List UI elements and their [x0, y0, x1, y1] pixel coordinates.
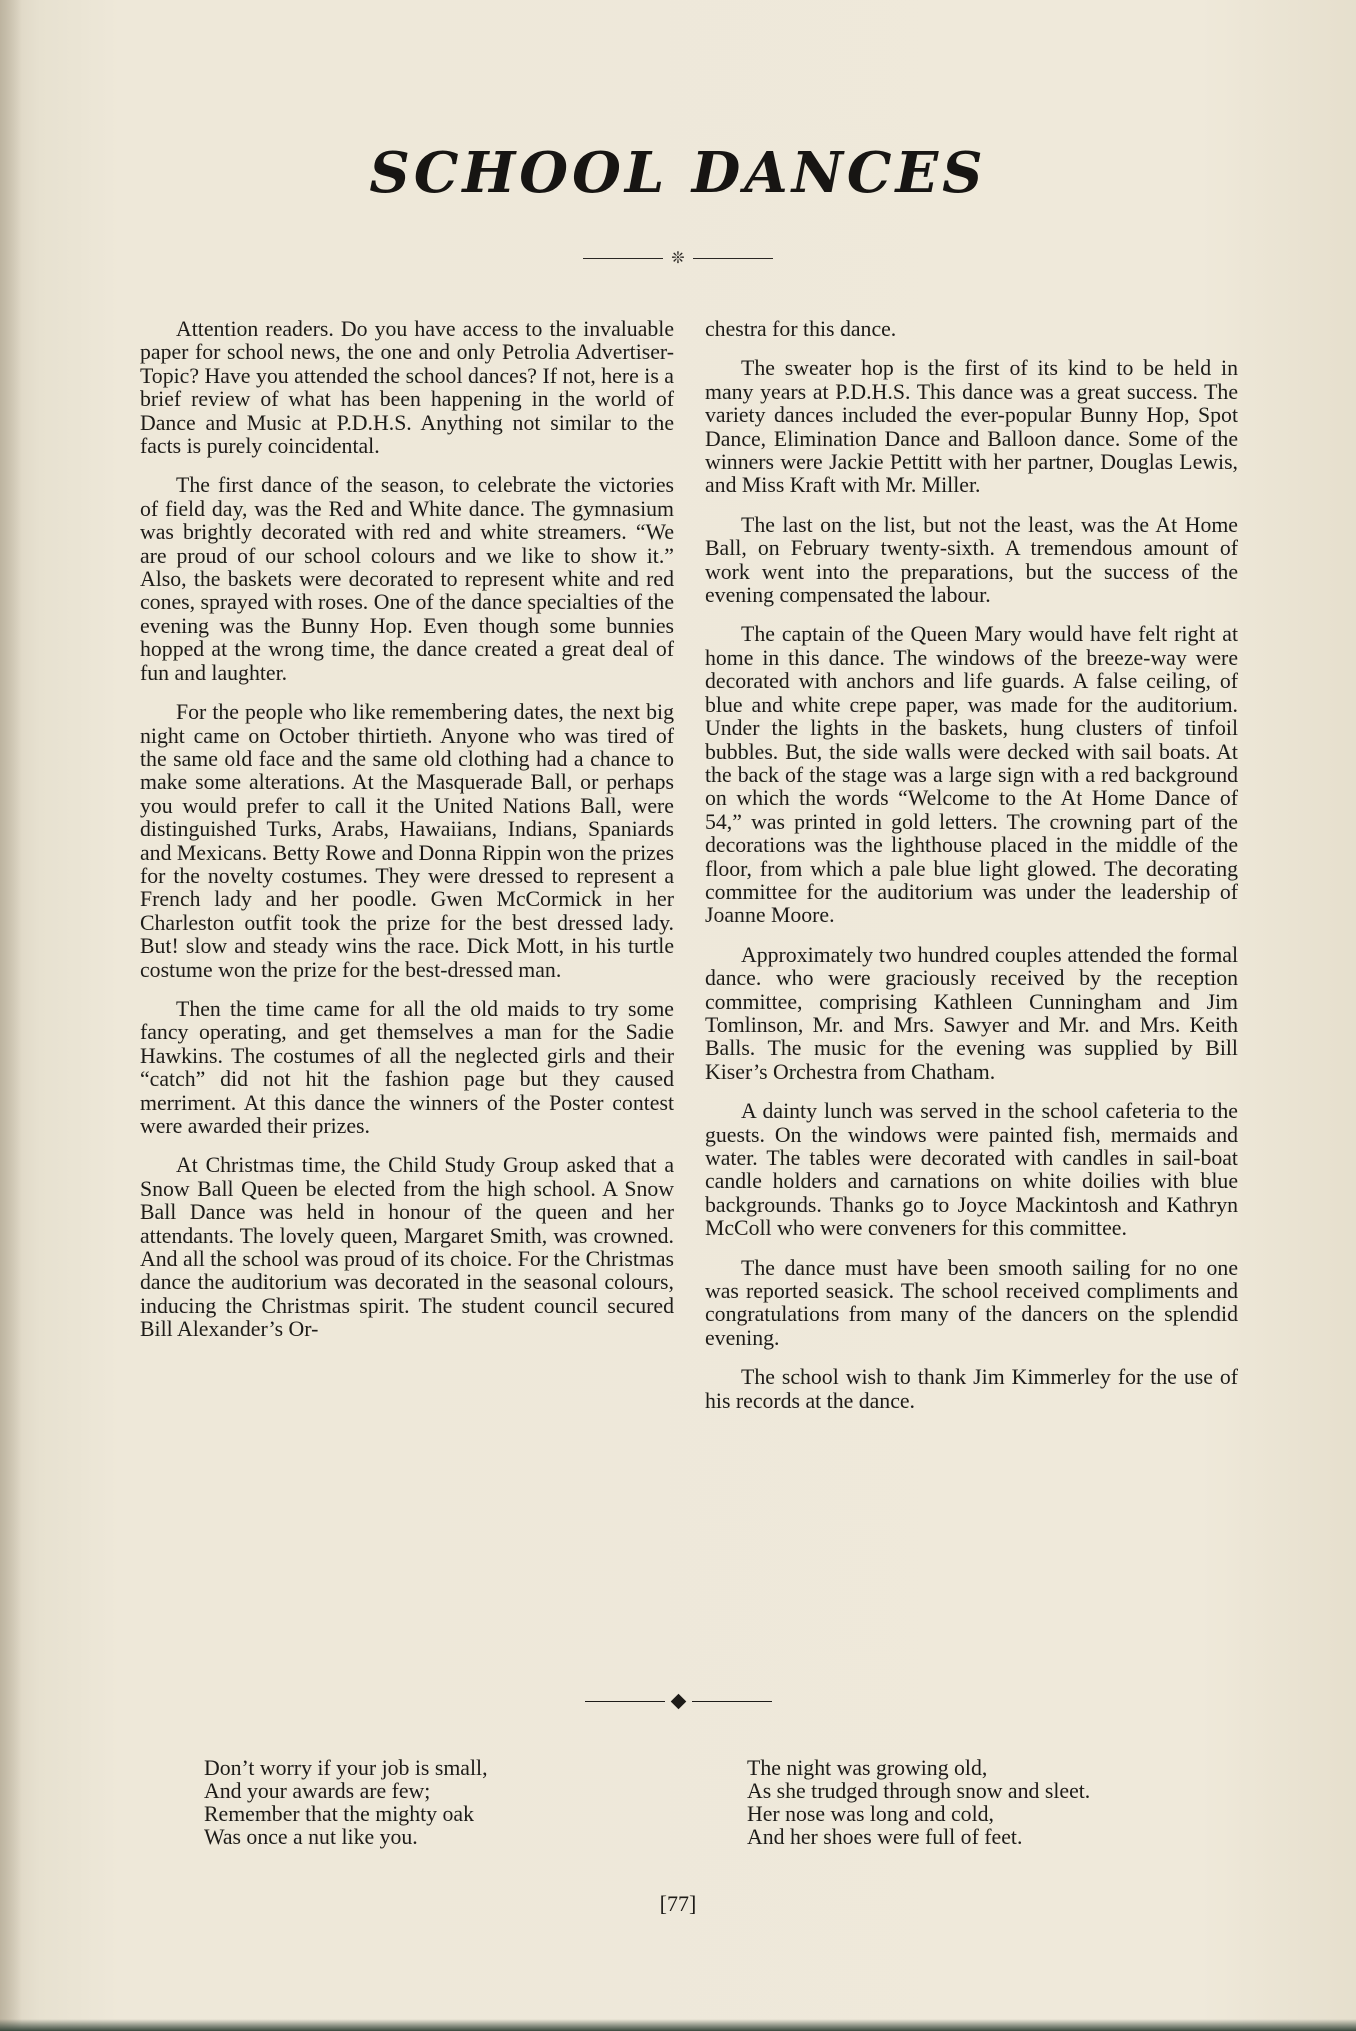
paragraph: At Christmas time, the Child Study Group asked that a Snow Ball Queen be elected from the high school. A Snow Ball Dance was held in honour of the queen and her attendants. The lovely queen, Margaret Smith, was crowned. And all the school was proud of its choice. For the Christmas dance the auditorium was decorated in the seasonal colours, inducing the Christmas spirit. The student council secured Bill Alexander’s Or- [140, 1153, 674, 1342]
poem-line: The night was growing old, [747, 1756, 988, 1780]
paragraph: The last on the list, but not the least, was the At Home Ball, on February twenty-sixth. A tremendous amount of work went into the preparations, but the success of the evening compensated the labour. [705, 512, 1238, 608]
section-divider [0, 1696, 1356, 1707]
diamond-icon [670, 1694, 686, 1710]
poem-left [204, 1757, 644, 1849]
paragraph-continuation: chestra for this dance. [705, 317, 897, 341]
ornament-rule-left [583, 258, 663, 259]
right-column [705, 318, 1238, 1429]
paragraph: The school wish to thank Jim Kimmerley for the use of his records at the dance. [705, 1365, 1238, 1413]
title-ornament [0, 246, 1356, 270]
left-column [140, 318, 674, 1358]
poem-line: As she trudged through snow and sleet. [747, 1779, 1091, 1803]
paragraph: For the people who like remembering dates, the next big night came on October thirtieth. Anyone who was tired of the same old face and the same old clothing had a chance to make some alterations. At the Masquerade Ball, or perhaps you would prefer to call it the United Nations Ball, were distinguished Turks, Arabs, Hawaiians, Indians, Spaniards and Mexicans. Betty Rowe and Donna Rippin won the prizes for the novelty costumes. They were dressed to represent a French lady and her poodle. Gwen McCormick in her Charleston outfit took the prize for the best dressed lady. But! slow and steady wins the race. Dick Mott, in his turtle costume won the prize for the best-dressed man. [140, 700, 674, 982]
ornament-rule-right [693, 258, 773, 259]
paragraph: The sweater hop is the first of its kind to be held in many years at P.D.H.S. This dance was a great success. The variety dances included the ever-popular Bunny Hop, Spot Dance, Elimination Dance and Balloon dance. Some of the winners were Jackie Pettitt with her partner, Douglas Lewis, and Miss Kraft with Mr. Miller. [705, 356, 1238, 498]
poem-line: Her nose was long and cold, [747, 1802, 994, 1826]
flower-ornament-icon: ❊ [671, 248, 685, 267]
divider-rule-left [585, 1701, 665, 1702]
paragraph: The dance must have been smooth sailing for no one was reported seasick. The school received compliments and congratulations from many of the dancers on the splendid evening. [705, 1255, 1238, 1350]
paragraph: Then the time came for all the old maids to try some fancy operating, and get themselves a man for the Sadie Hawkins. The costumes of all the neglected girls and their “catch” did not hit the fashion page but they caused merriment. At this dance the winners of the Poster contest were awarded their prizes. [140, 996, 674, 1138]
paragraph: The first dance of the season, to celebrate the victories of field day, was the Red and White dance. The gymnasium was brightly decorated with red and white streamers. “We are proud of our school colours and we like to show it.” Also, the baskets were decorated to represent white and red cones, sprayed with roses. One of the dance specialties of the evening was the Bunny Hop. Even though some bunnies hopped at the wrong time, the dance created a great deal of fun and laughter. [140, 473, 674, 685]
poem-line: Was once a nut like you. [204, 1825, 418, 1849]
paragraph: Attention readers. Do you have access to the invaluable paper for school news, the one and only Petrolia Advertiser-Topic? Have you attended the school dances? If not, here is a brief review of what has been happening in the world of Dance and Music at P.D.H.S. Anything not similar to the facts is purely coincidental. [140, 317, 674, 459]
page-title: SCHOOL DANCES [369, 140, 987, 206]
page-bottom-edge [0, 2019, 1356, 2031]
paragraph: Approximately two hundred couples attended the formal dance. who were graciously received by the reception committee, comprising Kathleen Cunningham and Jim Tomlinson, Mr. and Mrs. Sawyer and Mr. and Mrs. Keith Balls. The music for the evening was supplied by Bill Kiser’s Orchestra from Chatham. [705, 942, 1238, 1084]
poem-line: And your awards are few; [204, 1779, 431, 1803]
poem-line: Remember that the mighty oak [204, 1802, 474, 1826]
poem-line: Don’t worry if your job is small, [204, 1756, 488, 1780]
paragraph: The captain of the Queen Mary would have felt right at home in this dance. The windows of the breeze-way were decorated with anchors and life guards. A false ceiling, of blue and white crepe paper, was made for the auditorium. Under the lights in the baskets, hung clusters of tinfoil bubbles. But, the side walls were decked with sail boats. At the back of the stage was a large sign with a red background on which the words “Welcome to the At Home Dance of 54,” was printed in gold letters. The crowning part of the decorations was the lighthouse placed in the middle of the floor, from which a pale blue light glowed. The decorating committee for the auditorium was under the leadership of Joanne Moore. [705, 622, 1238, 928]
divider-rule-right [692, 1701, 772, 1702]
poem-line: And her shoes were full of feet. [747, 1825, 1023, 1849]
page-number: [77] [659, 1891, 697, 1916]
spine-shadow [0, 0, 22, 2031]
paragraph: A dainty lunch was served in the school cafeteria to the guests. On the windows were painted fish, mermaids and water. The tables were decorated with candles in sail-boat candle holders and carnations on white doilies with blue backgrounds. Thanks go to Joyce Mackintosh and Kathryn McColl who were conveners for this committee. [705, 1099, 1238, 1241]
poem-right [747, 1757, 1227, 1849]
